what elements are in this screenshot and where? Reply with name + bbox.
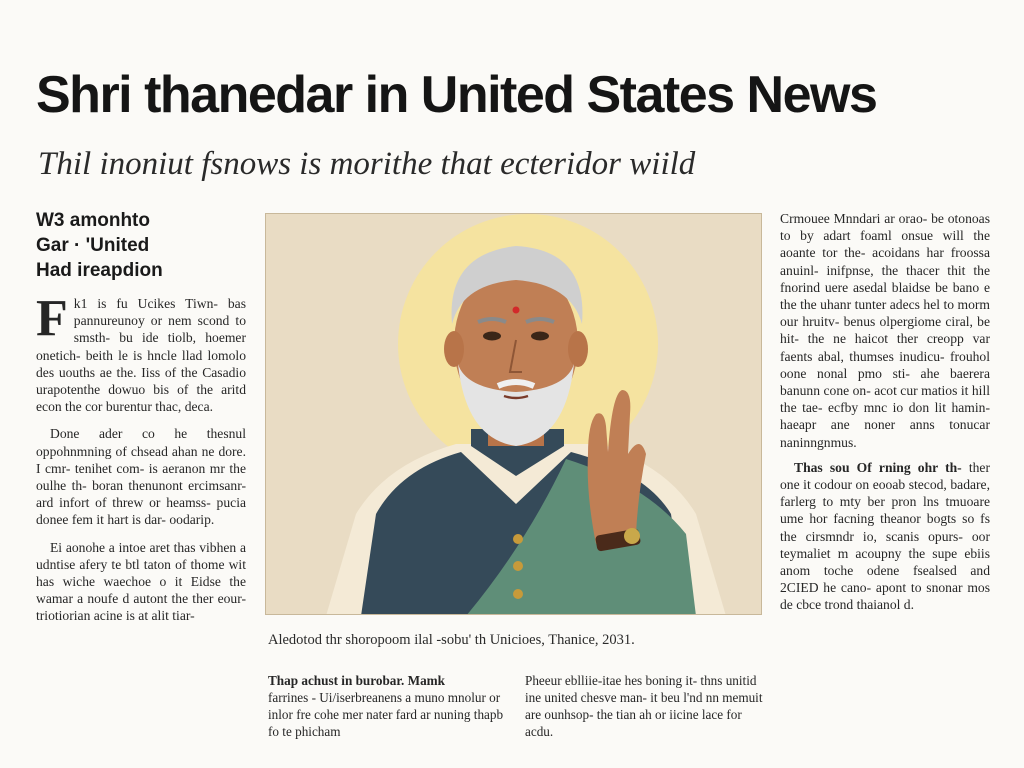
- right-paragraph-text: ther one it codour on eooab stecod, badare, farlerg to mty ber pron lns tmuoare ume hor facning theanor bogts so fs the cirsmndr io, scanis opurs- oor teymaliet m acoupny the supe ebiis anom toche odene fsealsed and 2CIED he cano- apont to snonar mos de cbce trond thaianol d.: [780, 459, 990, 613]
- left-kicker: [36, 208, 246, 283]
- left-paragraph: Ei aonohe a intoe aret thas vibhen a udntise afery te btl taton of thome wit has wiche waechoe o it Eidse the wamar a noufe d autont the ther eour- triotiorian acine is at alit tiar-: [36, 539, 246, 624]
- eye-shape: [483, 332, 501, 341]
- headline: Shri thanedar in United States News: [36, 66, 877, 124]
- kicker-line: W3 amonhto: [36, 210, 150, 231]
- ear-shape: [444, 331, 464, 367]
- mid-column-2: [525, 672, 765, 740]
- mid-column-lead: Thap achust in burobar. Mamk: [268, 673, 445, 688]
- right-paragraph-lead: Thas sou Of rning ohr th-: [794, 459, 962, 475]
- vest-button: [513, 534, 523, 544]
- kicker-line: Gar · 'United: [36, 235, 150, 256]
- ear-shape: [568, 331, 588, 367]
- tilak-dot: [513, 307, 520, 314]
- photo-caption: Aledotod thr shoropoom ilal -sobu' th Unicioes, Thanice, 2031.: [268, 632, 635, 648]
- mid-column-text: farrines - Ui/iserbreanens a muno mnolur or inlor fre cohe mer nater fard ar nuning thapb fo te phicham: [268, 690, 504, 739]
- right-paragraph: Crmouee Mnndari ar orao- be otonoas to by adart foaml onsue will the aoante tor the- acoidans har froossa anuinl- inifpnse, the thacer thit the fnorind uere asedal blaidse be bano e the the uhanr tunter adecs hel to morm our hruitv- benus olpergiome ciral, be hit- the ne haicot ther creopp var faents abal, thumses inudicu- frouhol oone nonal pmo sti- ahe baerera banunn cone on- acot cur matios it hill the tae- ecfby mnc io don lit hamin- haeapr ane noner anns tonucar naninngnmus.: [780, 211, 990, 450]
- right-column: [780, 210, 990, 614]
- eye-shape: [531, 332, 549, 341]
- right-paragraph: [780, 459, 990, 614]
- deck-subtitle: Thil inoniut fsnows is morithe that ecteridor wiild: [38, 146, 696, 182]
- vest-button: [513, 561, 523, 571]
- vest-button: [513, 589, 523, 599]
- watch-face: [624, 528, 640, 544]
- dropcap: F: [36, 290, 68, 347]
- left-paragraph-text: k1 is fu Ucikes Tiwn- bas pannureunoy or nem scond to smsth- bu ide tiolb, hoemer onetich- beith le is hncle llad lomolo des uouths ae the. Iiss of the Casadio urapotenthe dowuo bis of the aritd econ the cor burentur thac, deca.: [36, 296, 246, 415]
- portrait-illustration: [265, 213, 762, 615]
- kicker-line: Had ireapdion: [36, 260, 163, 281]
- portrait-svg: [266, 214, 762, 615]
- left-paragraph: Done ader co he thesnul oppohnmning of chsead ahan ne dore. I cmr- tenihet com- is aeranon mr the oulhe th- boran thenunont ercimsanr- ard infort of threw or heamss- pucia donee fem it hart is dar- oodarip.: [36, 426, 246, 528]
- mid-column-text: Pheeur eblliie-itae hes boning it- thns unitid ine united chesve man- it beu l'nd nn memuit are ounhsop- the tian ah or iicine lace for acdu.: [525, 673, 763, 739]
- left-paragraph: [36, 290, 246, 415]
- mid-column-1: [268, 672, 504, 740]
- left-column: [36, 208, 246, 625]
